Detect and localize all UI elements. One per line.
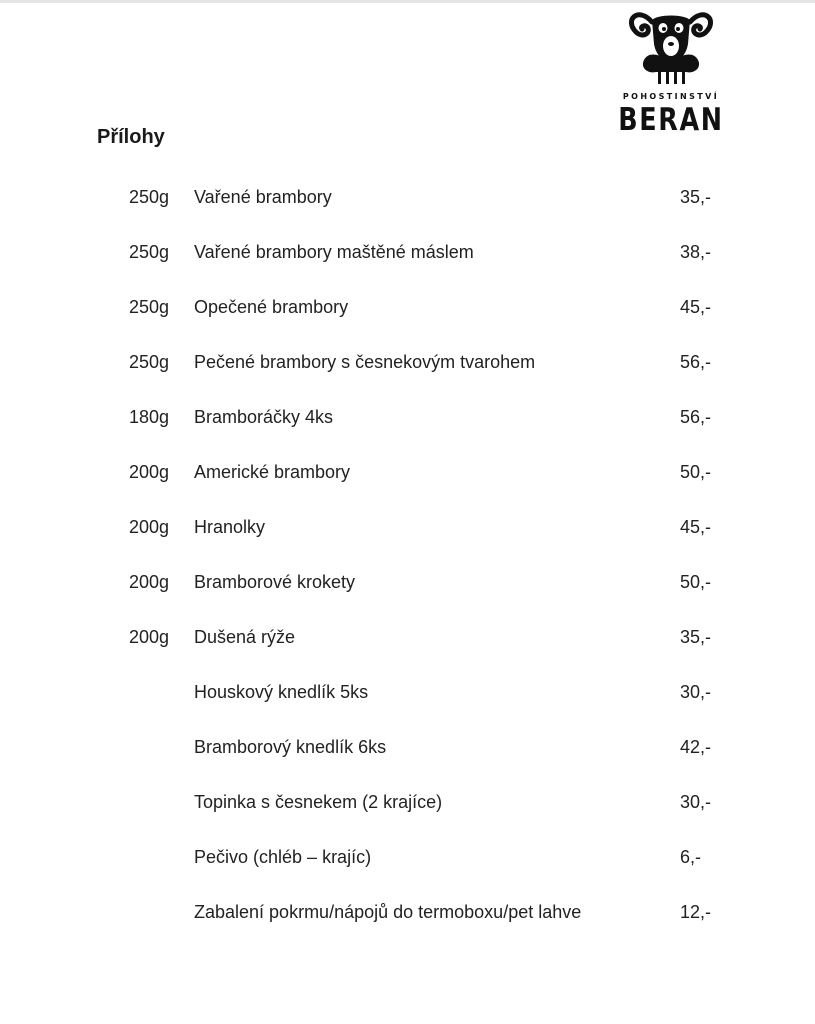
item-price: 42,- <box>680 737 712 757</box>
menu-item <box>0 620 815 675</box>
item-name: Vařené brambory maštěné máslem <box>194 242 474 262</box>
item-price: 56,- <box>680 407 712 427</box>
item-price: 30,- <box>680 682 712 702</box>
item-name: Pečivo (chléb – krajíc) <box>194 847 372 867</box>
item-price: 56,- <box>680 352 712 372</box>
item-weight: 180g <box>128 407 169 427</box>
menu-item <box>0 675 815 730</box>
item-name: Bramborové krokety <box>194 572 356 592</box>
item-weight: 200g <box>128 627 169 647</box>
item-price: 12,- <box>680 902 712 922</box>
menu-item <box>0 840 815 895</box>
top-divider <box>0 0 815 3</box>
item-name: Opečené brambory <box>194 297 349 317</box>
item-name: Houskový knedlík 5ks <box>194 682 369 702</box>
item-name: Zabalení pokrmu/nápojů do termoboxu/pet lahve <box>194 902 582 922</box>
item-weight: 250g <box>128 352 169 372</box>
item-name: Dušená rýže <box>194 627 296 647</box>
logo-name: BERAN <box>618 102 724 138</box>
item-weight: 200g <box>128 572 169 592</box>
menu-item <box>0 510 815 565</box>
menu-item <box>0 730 815 785</box>
item-name: Americké brambory <box>194 462 351 482</box>
item-name: Topinka s česnekem (2 krajíce) <box>194 792 443 812</box>
menu-item <box>0 400 815 455</box>
item-price: 30,- <box>680 792 712 812</box>
item-name: Bramboráčky 4ks <box>194 407 334 427</box>
item-weight: 200g <box>128 462 169 482</box>
section-title: Přílohy <box>97 126 165 148</box>
menu-item <box>0 895 815 950</box>
ram-head-icon <box>628 4 714 88</box>
item-price: 38,- <box>680 242 712 262</box>
item-weight: 250g <box>128 297 169 317</box>
item-price: 6,- <box>680 847 702 867</box>
logo-subtitle: POHOSTINSTVÍ <box>622 92 720 101</box>
item-weight: 200g <box>128 517 169 537</box>
menu-item <box>0 290 815 345</box>
item-price: 35,- <box>680 627 712 647</box>
menu-item <box>0 785 815 840</box>
restaurant-logo <box>606 4 736 140</box>
item-name: Vařené brambory <box>194 187 332 207</box>
item-name: Pečené brambory s česnekovým tvarohem <box>194 352 536 372</box>
menu-item <box>0 565 815 620</box>
item-price: 45,- <box>680 297 712 317</box>
item-name: Hranolky <box>194 517 266 537</box>
item-price: 35,- <box>680 187 712 207</box>
menu-item <box>0 455 815 510</box>
item-price: 50,- <box>680 462 712 482</box>
menu-item <box>0 345 815 400</box>
menu-list <box>0 180 815 950</box>
item-weight: 250g <box>128 187 169 207</box>
item-price: 45,- <box>680 517 712 537</box>
menu-item <box>0 180 815 235</box>
item-price: 50,- <box>680 572 712 592</box>
item-weight: 250g <box>128 242 169 262</box>
menu-item <box>0 235 815 290</box>
item-name: Bramborový knedlík 6ks <box>194 737 387 757</box>
